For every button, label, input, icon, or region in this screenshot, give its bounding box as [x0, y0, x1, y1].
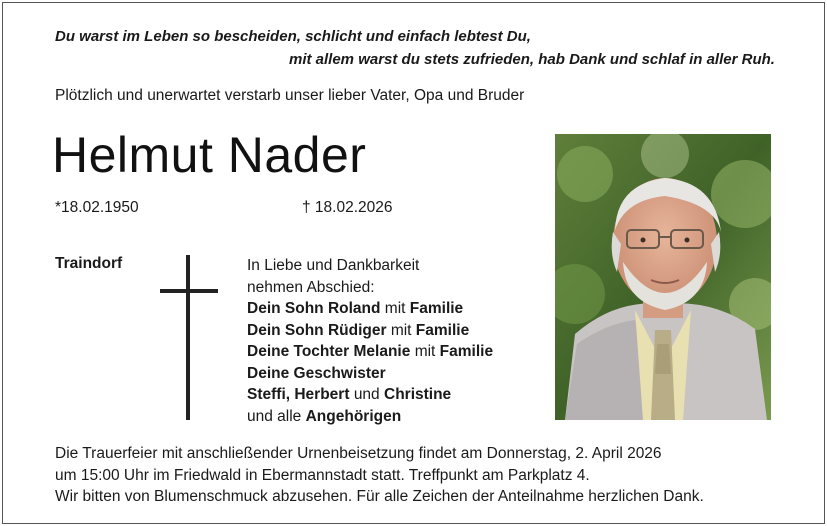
mourner-relatives: und alle Angehörigen: [247, 407, 402, 425]
cross-symbol: [160, 255, 218, 420]
ceremony-line-2: um 15:00 Uhr im Friedwald in Ebermannstadt statt. Treffpunkt am Parkplatz 4.: [55, 466, 590, 484]
death-date: † 18.02.2026: [302, 199, 393, 216]
ceremony-line-1: Die Trauerfeier mit anschließender Urnenbeisetzung findet am Donnerstag, 2. April 2026: [55, 445, 662, 462]
place-name: Traindorf: [55, 255, 123, 272]
mourner-son-2: Dein Sohn Rüdiger mit Familie: [247, 321, 470, 339]
mourners-line-2: nehmen Abschied:: [247, 278, 375, 296]
mourner-son-1: Dein Sohn Roland mit Familie: [247, 300, 464, 317]
birth-date: *18.02.1950: [55, 199, 139, 216]
deceased-name: Helmut Nader: [52, 127, 367, 183]
ceremony-line-3: Wir bitten von Blumenschmuck abzusehen. Für alle Zeichen der Anteilnahme herzlichen Dank.: [55, 488, 704, 505]
intro-text: Plötzlich und unerwartet verstarb unser lieber Vater, Opa und Bruder: [55, 87, 525, 104]
verse-line-2: mit allem warst du stets zufrieden, hab Dank und schlaf in aller Ruh.: [289, 51, 775, 68]
verse-line-1: Du warst im Leben so bescheiden, schlicht und einfach lebtest Du,: [55, 28, 531, 45]
mourner-siblings: Deine Geschwister: [247, 364, 386, 382]
mourner-names: Steffi, Herbert und Christine: [247, 386, 452, 403]
portrait-photo: [555, 134, 771, 420]
mourners-line-1: In Liebe und Dankbarkeit: [247, 257, 420, 274]
ceremony-info: [55, 443, 704, 508]
mourners-list: [247, 255, 493, 427]
mourner-daughter: Deine Tochter Melanie mit Familie: [247, 343, 494, 360]
